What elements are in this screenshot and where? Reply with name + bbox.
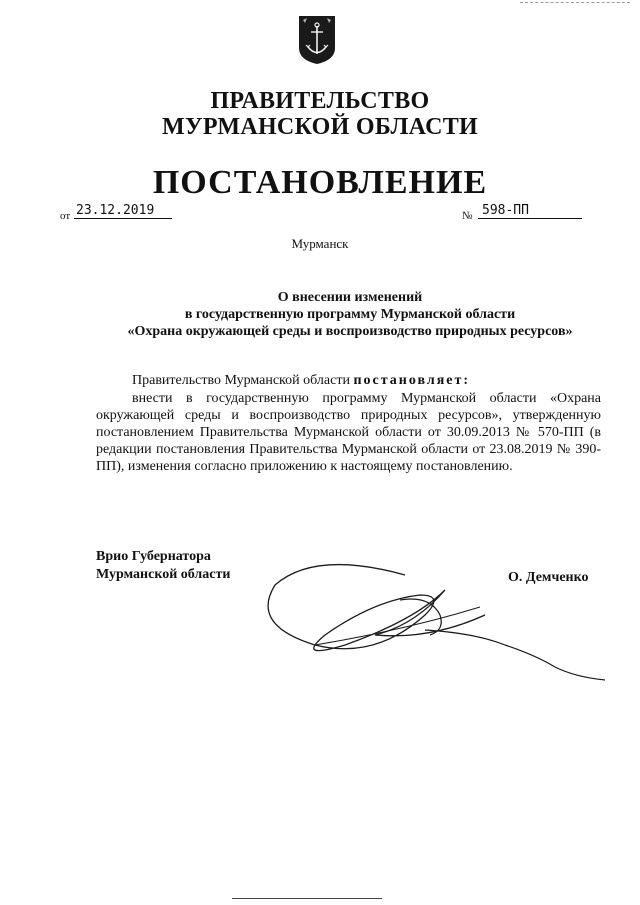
coat-of-arms-icon <box>297 14 337 66</box>
document-type-title: ПОСТАНОВЛЕНИЕ <box>152 164 488 201</box>
intro-text: Правительство Мурманской области <box>132 373 354 388</box>
date-label: от <box>60 210 71 222</box>
signatory-title-line1: Врио Губернатора <box>96 549 211 564</box>
subject-line1: О внесении изменений <box>277 290 423 305</box>
signatory-title-line2: Мурманской области <box>96 567 231 582</box>
signatory-name: О. Демченко <box>508 570 589 585</box>
government-title-line2: МУРМАНСКОЙ ОБЛАСТИ <box>162 114 478 140</box>
government-title-line1: ПРАВИТЕЛЬСТВО <box>210 88 430 114</box>
scan-edge-mark <box>232 898 382 899</box>
subject-line2: в государственную программу Мурманской области <box>184 307 516 322</box>
subject-line3: «Охрана окружающей среды и воспроизводство природных ресурсов» <box>127 324 573 339</box>
scan-edge-mark <box>520 2 630 3</box>
document-number: 598-ПП <box>478 203 582 219</box>
city-name: Мурманск <box>291 236 349 251</box>
document-date: 23.12.2019 <box>74 203 172 219</box>
resolution-intro <box>132 373 470 389</box>
resolution-paragraph: внести в государственную программу Мурманской области «Охрана окружающей среды и воспроизводство природных ресурсов», утвержденную постановлением Правительства Мурманской области от 30.09.2013 № 570-ПП (в редакции постановления Правительства Мурманской области от 23.08.2019 № 390-ПП), изменения согласно приложению к настоящему постановлению. <box>96 391 601 474</box>
intro-decrees: постановляет: <box>353 373 471 388</box>
number-label: № <box>462 210 473 222</box>
